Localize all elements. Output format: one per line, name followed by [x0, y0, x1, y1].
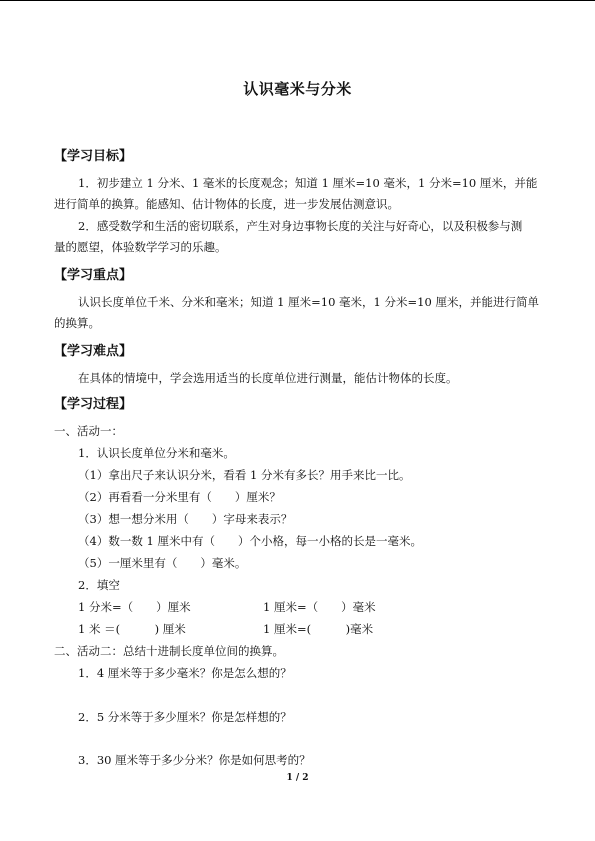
- activity1-q2: （2）再看看一分米里有（ ）厘米？: [78, 490, 281, 504]
- activity1-q1: （1）拿出尺子来认识分米，看看 1 分米有多长？用手来比一比。: [78, 468, 411, 482]
- page-title: 认识毫米与分米: [243, 80, 352, 98]
- key-points-line2: 的换算。: [54, 316, 100, 330]
- activity1-item1: 1．认识长度单位分米和毫米。: [78, 446, 235, 460]
- fill-blank-1b: 1 厘米=（ ）毫米: [263, 600, 376, 614]
- difficulties-heading: 【学习难点】: [54, 344, 133, 359]
- goals-p2-line1: 2．感受数学和生活的密切联系，产生对身边事物长度的关注与好奇心，以及积极参与测: [78, 219, 523, 233]
- difficulties-line1: 在具体的情境中，学会选用适当的长度单位进行测量，能估计物体的长度。: [78, 371, 458, 385]
- fill-blank-1a: 1 分米=（ ）厘米: [78, 600, 191, 614]
- activity1-q3: （3）想一想分米用（ ）字母来表示？: [78, 512, 293, 526]
- goals-p2-line2: 量的愿望，体验数学学习的乐趣。: [54, 240, 227, 254]
- top-border-line: [0, 0, 595, 1]
- key-points-heading: 【学习重点】: [54, 268, 133, 283]
- activity2-title: 二、活动二：总结十进制长度单位间的换算。: [54, 644, 284, 658]
- activity1-title: 一、活动一：: [54, 424, 123, 438]
- key-points-line1: 认识长度单位千米、分米和毫米；知道 1 厘米=10 毫米，1 分米=10 厘米，并能进行简单: [78, 295, 539, 309]
- goals-p1-line2: 进行简单的换算。能感知、估计物体的长度，进一步发展估测意识。: [54, 197, 399, 211]
- page-number: 1 / 2: [286, 773, 309, 783]
- activity2-q3: 3．30 厘米等于多少分米？你是如何思考的？: [78, 753, 311, 767]
- fill-blank-2a: 1 米 ＝( ) 厘米: [78, 622, 186, 636]
- goals-p1-line1: 1．初步建立 1 分米、1 毫米的长度观念；知道 1 厘米=10 毫米，1 分米=10 厘米，并能: [78, 176, 538, 190]
- process-heading: 【学习过程】: [54, 397, 133, 412]
- activity2-q1: 1．4 厘米等于多少毫米？你是怎么想的？: [78, 666, 292, 680]
- activity1-q5: （5）一厘米里有（ ）毫米。: [78, 556, 247, 570]
- activity1-q4: （4）数一数 1 厘米中有（ ）个小格，每一小格的长是一毫米。: [78, 534, 422, 548]
- activity2-q2: 2．5 分米等于多少厘米？你是怎样想的？: [78, 710, 292, 724]
- fill-blank-2b: 1 厘米=( )毫米: [263, 622, 374, 636]
- goals-heading: 【学习目标】: [54, 149, 133, 164]
- activity1-item2: 2．填空: [78, 578, 120, 592]
